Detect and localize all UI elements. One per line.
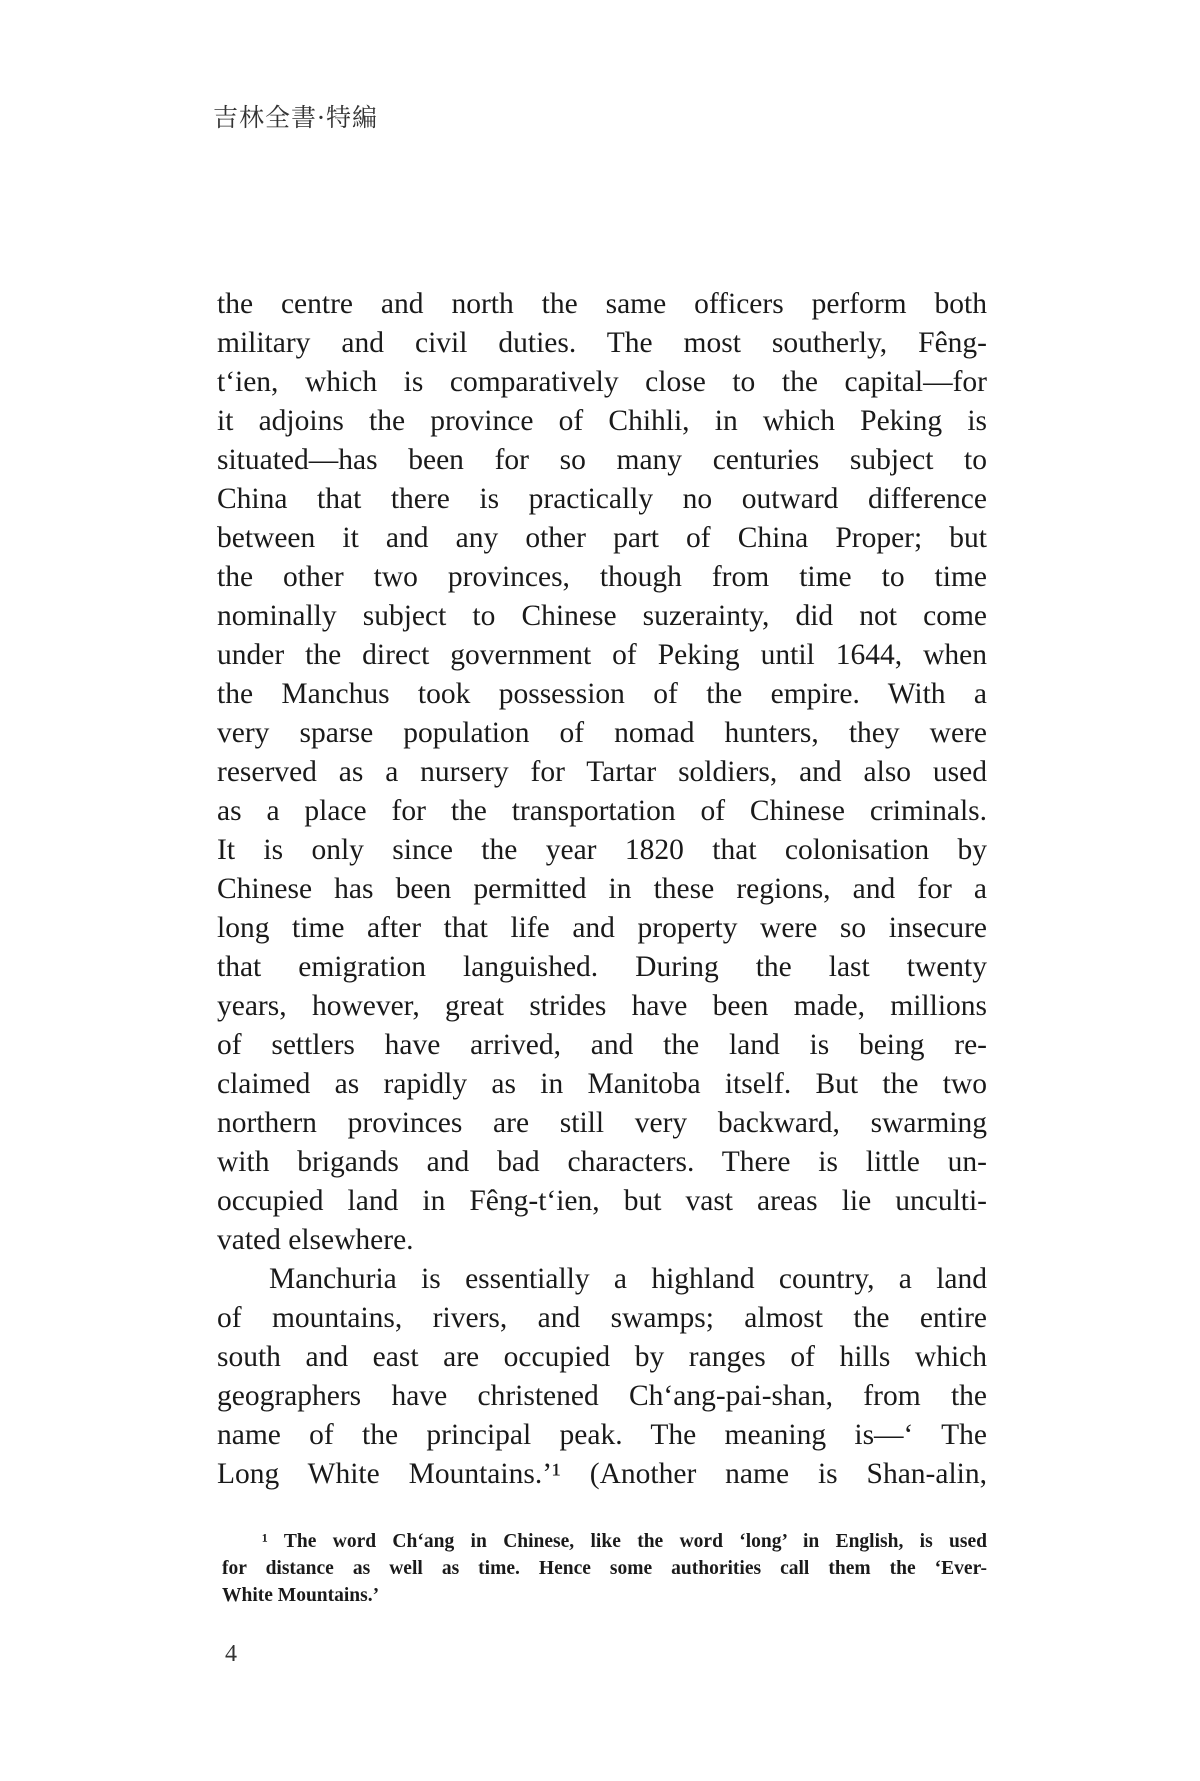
text-line: it adjoins the province of Chihli, in which Peking is [217,405,987,437]
running-head: 吉林全書·特編 [213,103,378,132]
text-line: occupied land in Fêng-t‘ien, but vast areas lie unculti- [217,1185,987,1217]
text-line: claimed as rapidly as in Manitoba itself. But the two [217,1068,987,1100]
text-line: military and civil duties. The most southerly, Fêng- [217,327,987,359]
page-number: 4 [225,1641,237,1667]
text-line: Manchuria is essentially a highland country, a land [269,1263,987,1295]
text-line: south and east are occupied by ranges of hills which [217,1341,987,1373]
text-line: Chinese has been permitted in these regions, and for a [217,873,987,905]
text-line: northern provinces are still very backward, swarming [217,1107,987,1139]
text-line: the Manchus took possession of the empire. With a [217,678,987,710]
text-line: nominally subject to Chinese suzerainty, did not come [217,600,987,632]
body-text [217,285,987,1494]
text-line: of mountains, rivers, and swamps; almost the entire [217,1302,987,1334]
text-line: reserved as a nursery for Tartar soldiers, and also used [217,756,987,788]
text-line: under the direct government of Peking until 1644, when [217,639,987,671]
text-line: vated elsewhere. [217,1224,414,1256]
text-line: between it and any other part of China Proper; but [217,522,987,554]
text-line: geographers have christened Ch‘ang-pai-shan, from the [217,1380,987,1412]
text-line: the other two provinces, though from time to time [217,561,987,593]
text-line: years, however, great strides have been made, millions [217,990,987,1022]
text-line: very sparse population of nomad hunters, they were [217,717,987,749]
text-line: China that there is practically no outward difference [217,483,987,515]
text-line: t‘ien, which is comparatively close to the capital—for [217,366,987,398]
footnote-line: White Mountains.’ [222,1585,380,1606]
text-line: It is only since the year 1820 that colonisation by [217,834,987,866]
text-line: name of the principal peak. The meaning is—‘ The [217,1419,987,1451]
footnote-line: for distance as well as time. Hence some authorities call them the ‘Ever- [222,1558,987,1579]
footnote [222,1528,987,1609]
text-line: Long White Mountains.’¹ (Another name is Shan-alin, [217,1458,987,1490]
text-line: that emigration languished. During the last twenty [217,951,987,983]
footnote-line: ¹ The word Ch‘ang in Chinese, like the word ‘long’ in English, is used [262,1531,987,1552]
text-line: the centre and north the same officers perform both [217,288,987,320]
text-line: long time after that life and property were so insecure [217,912,987,944]
text-line: as a place for the transportation of Chinese criminals. [217,795,987,827]
text-line: of settlers have arrived, and the land is being re- [217,1029,987,1061]
text-line: situated—has been for so many centuries subject to [217,444,987,476]
text-line: with brigands and bad characters. There is little un- [217,1146,987,1178]
